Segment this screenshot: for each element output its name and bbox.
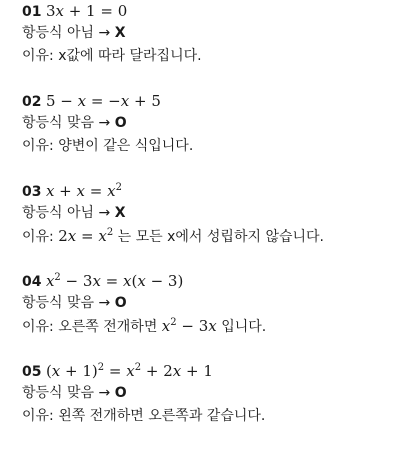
problem-heading	[22, 0, 406, 22]
result-label: 항등식 맞음 →	[22, 385, 111, 401]
verdict-mark: X	[114, 25, 126, 41]
equation-text: 3x + 1 = 0	[45, 2, 128, 20]
result-label: 항등식 아님 →	[22, 25, 111, 41]
problem-heading	[22, 360, 406, 382]
reason-label: 이유:	[22, 229, 54, 245]
problem-number: 05	[22, 364, 42, 380]
reason-label: 이유:	[22, 319, 54, 335]
problem-heading	[22, 90, 406, 112]
problem-05	[22, 360, 406, 428]
result-line	[22, 112, 406, 135]
problem-02	[22, 90, 406, 158]
verdict-mark: O	[114, 385, 127, 401]
reason-math: $2x = x^2$	[58, 227, 114, 245]
problem-01	[22, 0, 406, 68]
reason-text: 입니다.	[221, 319, 267, 335]
problem-equation	[46, 272, 183, 290]
problem-heading	[22, 270, 406, 292]
reason-text-before: 오른쪽 전개하면	[58, 319, 158, 335]
reason-text: 는 모든 x에서 성립하지 않습니다.	[117, 229, 324, 245]
result-line	[22, 22, 406, 45]
reason-label: 이유:	[22, 138, 54, 154]
result-label: 항등식 아님 →	[22, 205, 111, 221]
problem-heading	[22, 180, 406, 202]
reason-text: 왼쪽 전개하면 오른쪽과 같습니다.	[58, 408, 266, 424]
reason-line	[22, 135, 406, 158]
reason-text: 양변이 같은 식입니다.	[58, 138, 194, 154]
problem-equation	[46, 362, 213, 380]
reason-line	[22, 45, 406, 68]
verdict-mark: O	[114, 115, 127, 131]
verdict-mark: O	[114, 295, 127, 311]
problem-equation	[46, 92, 161, 110]
reason-line	[22, 315, 406, 338]
result-line	[22, 382, 406, 405]
equation-text: $(x + 1)^2 = x^2 + 2x + 1$	[45, 362, 213, 380]
problem-number: 01	[22, 4, 42, 20]
problem-equation	[46, 2, 127, 20]
problem-number: 04	[22, 274, 42, 290]
verdict-mark: X	[114, 205, 126, 221]
problem-03	[22, 180, 406, 248]
reason-line	[22, 405, 406, 428]
equation-text: 5 − x = −x + 5	[45, 92, 161, 110]
reason-label: 이유:	[22, 48, 54, 64]
result-label: 항등식 맞음 →	[22, 115, 111, 131]
problem-equation	[46, 182, 122, 200]
equation-text: $x + x = x^2$	[45, 182, 122, 200]
result-label: 항등식 맞음 →	[22, 295, 111, 311]
reason-text: x값에 따라 달라집니다.	[58, 48, 202, 64]
result-line	[22, 292, 406, 315]
problem-number: 02	[22, 94, 42, 110]
reason-label: 이유:	[22, 408, 54, 424]
reason-math: $x^2 - 3x$	[161, 317, 217, 335]
reason-line	[22, 225, 406, 248]
result-line	[22, 202, 406, 225]
equation-text: $x^2 - 3x = x(x - 3)$	[45, 272, 184, 290]
problem-04	[22, 270, 406, 338]
problem-number: 03	[22, 184, 42, 200]
